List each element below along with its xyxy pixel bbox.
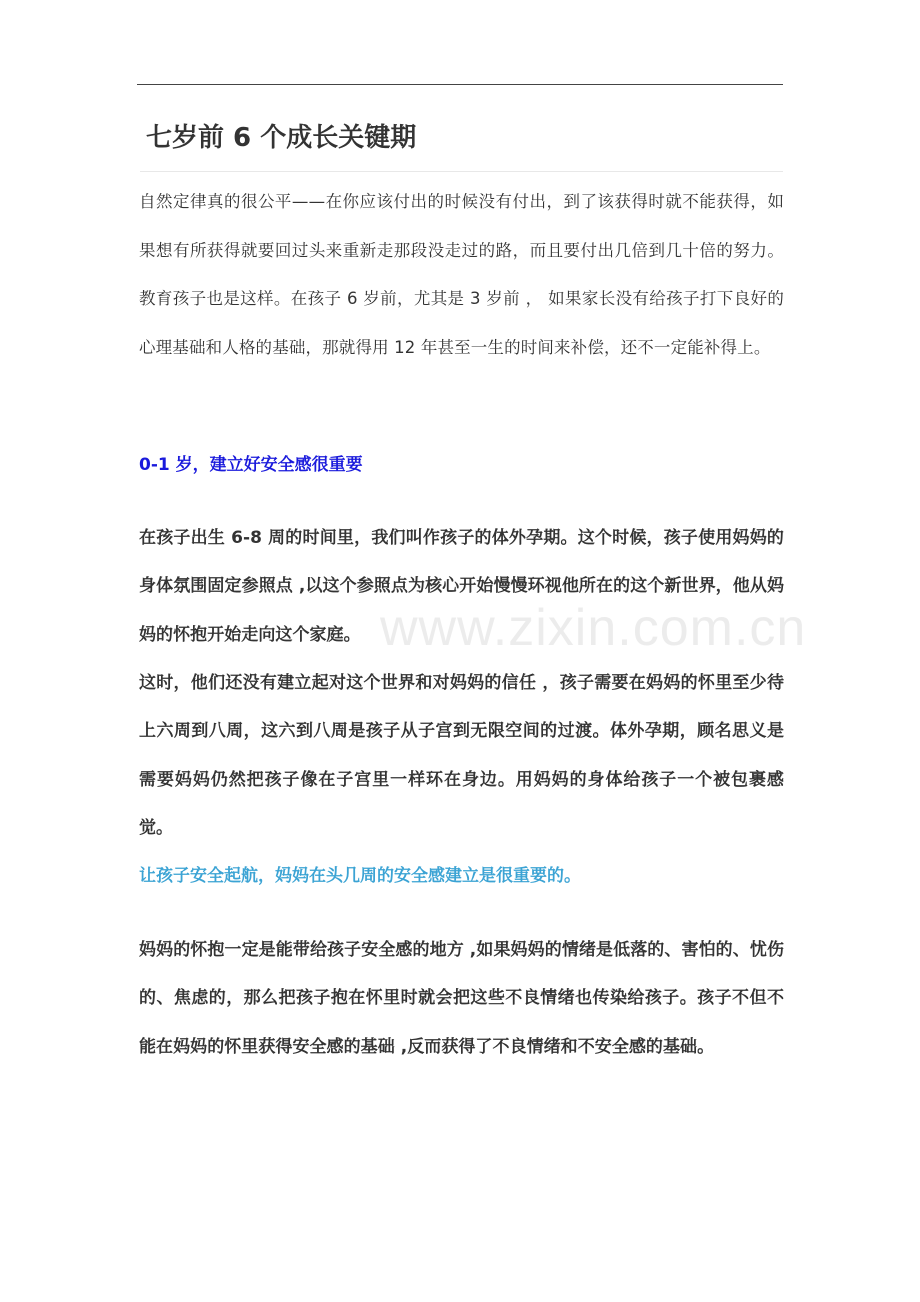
body-paragraph-3: 妈妈的怀抱一定是能带给孩子安全感的地方 ,如果妈妈的情绪是低落的、害怕的、忧伤的、焦虑的，那么把孩子抱在怀里时就会把这些不良情绪也传染给孩子。孩子不但不能在妈妈的怀里获得安全感的基础 ,反而获得了不良情绪和不安全感的基础。 [139,940,784,1057]
intro-paragraph: 自然定律真的很公平——在你应该付出的时候没有付出，到了该获得时就不能获得，如果想有所获得就要回过头来重新走那段没走过的路，而且要付出几倍到几十倍的努力。教育孩子也是这样。在孩子 6 岁前，尤其是 3 岁前 ， 如果家长没有给孩子打下良好的心理基础和人格的基础，那就得用 12 年甚至一生的时间来补偿，还不一定能补得上。 [139,192,784,357]
title-divider [140,171,783,172]
section-heading: 0-1 岁，建立好安全感很重要 [139,455,363,475]
body-paragraph-1: 在孩子出生 6-8 周的时间里，我们叫作孩子的体外孕期。这个时候，孩子使用妈妈的身体氛围固定参照点 ,以这个参照点为核心开始慢慢环视他所在的这个新世界，他从妈妈的怀抱开始走向这个家庭。 [139,528,784,645]
highlight-heading: 让孩子安全起航，妈妈在头几周的安全感建立是很重要的。 [139,866,581,886]
watermark: www.zixin.com.cn [380,599,807,657]
body-paragraph-2: 这时，他们还没有建立起对这个世界和对妈妈的信任 ，孩子需要在妈妈的怀里至少待上六周到八周，这六到八周是孩子从子宫到无限空间的过渡。体外孕期，顾名思义是需要妈妈仍然把孩子像在子宫里一样环在身边。用妈妈的身体给孩子一个被包裹感觉。 [139,673,784,838]
document-title: 七岁前 6 个成长关键期 [146,123,417,153]
header-rule [137,84,783,85]
